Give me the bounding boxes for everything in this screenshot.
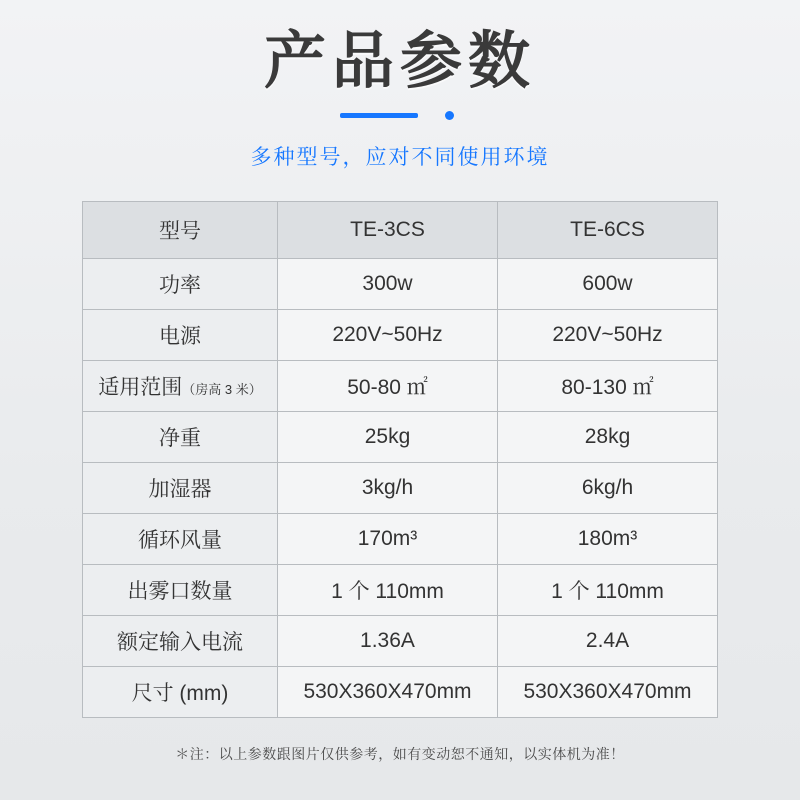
row-value-model-2: 1 个 110mm bbox=[498, 565, 718, 616]
page-title: 产品参数 bbox=[263, 27, 536, 96]
row-label: 功率 bbox=[83, 259, 278, 310]
row-value-model-2: 220V~50Hz bbox=[498, 310, 718, 361]
page-subtitle: 多种型号，应对不同使用环境 bbox=[250, 146, 550, 170]
row-value-model-2: 180m³ bbox=[498, 514, 718, 565]
table-row bbox=[83, 310, 718, 361]
header-cell-model-2: TE-6CS bbox=[498, 202, 718, 259]
row-label: 电源 bbox=[83, 310, 278, 361]
footnote: ＊注：以上参数跟图片仅供参考，如有变动恕不通知，以实体机为准！ bbox=[175, 746, 625, 763]
spec-table bbox=[82, 201, 718, 718]
row-value-model-1: 170m³ bbox=[278, 514, 498, 565]
row-label-note: （房高 3 米） bbox=[182, 382, 262, 398]
row-value-model-1: 50-80 ㎡ bbox=[278, 361, 498, 412]
row-label bbox=[83, 361, 278, 412]
table-header-row bbox=[83, 202, 718, 259]
row-value-model-1: 220V~50Hz bbox=[278, 310, 498, 361]
row-label: 加湿器 bbox=[83, 463, 278, 514]
row-label: 循环风量 bbox=[83, 514, 278, 565]
row-value-model-1: 25kg bbox=[278, 412, 498, 463]
spec-table-wrap bbox=[82, 201, 718, 718]
divider-bar bbox=[340, 113, 418, 118]
row-value-model-2: 28kg bbox=[498, 412, 718, 463]
row-value-model-2: 600w bbox=[498, 259, 718, 310]
table-row bbox=[83, 412, 718, 463]
row-value-model-2: 530X360X470mm bbox=[498, 667, 718, 718]
header-cell-label: 型号 bbox=[83, 202, 278, 259]
table-row bbox=[83, 667, 718, 718]
page-header bbox=[0, 0, 800, 171]
row-value-model-1: 1.36A bbox=[278, 616, 498, 667]
row-value-model-1: 1 个 110mm bbox=[278, 565, 498, 616]
row-value-model-2: 2.4A bbox=[498, 616, 718, 667]
table-row bbox=[83, 616, 718, 667]
row-label-text: 适用范围 bbox=[98, 376, 183, 400]
title-divider bbox=[340, 111, 460, 119]
table-row bbox=[83, 259, 718, 310]
row-value-model-1: 3kg/h bbox=[278, 463, 498, 514]
row-value-model-1: 300w bbox=[278, 259, 498, 310]
spec-table-body bbox=[83, 202, 718, 718]
header-cell-model-1: TE-3CS bbox=[278, 202, 498, 259]
row-value-model-2: 6kg/h bbox=[498, 463, 718, 514]
row-label: 尺寸 (mm) bbox=[83, 667, 278, 718]
table-row bbox=[83, 463, 718, 514]
row-label: 额定输入电流 bbox=[83, 616, 278, 667]
row-value-model-2: 80-130 ㎡ bbox=[498, 361, 718, 412]
row-label: 出雾口数量 bbox=[83, 565, 278, 616]
row-label: 净重 bbox=[83, 412, 278, 463]
table-row bbox=[83, 361, 718, 412]
row-value-model-1: 530X360X470mm bbox=[278, 667, 498, 718]
table-row bbox=[83, 514, 718, 565]
table-row bbox=[83, 565, 718, 616]
divider-dot bbox=[445, 111, 454, 120]
